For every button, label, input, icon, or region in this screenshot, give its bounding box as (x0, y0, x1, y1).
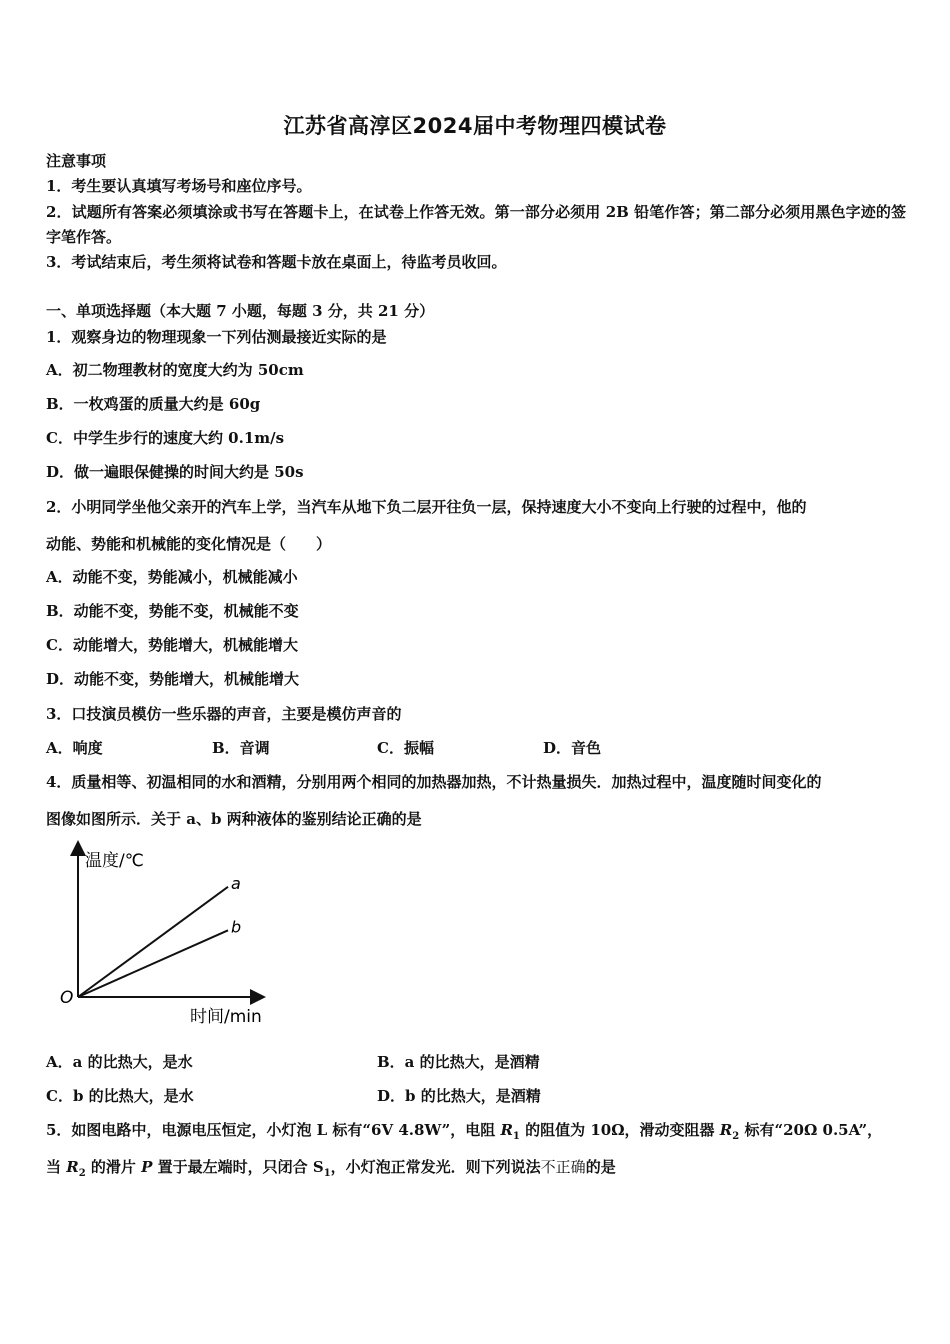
q5-text: 的是 (585, 1158, 616, 1176)
series-label-a: a (231, 873, 241, 893)
q3-option-c: C．振幅 (377, 739, 434, 757)
notice-item-2: 2．试题所有答案必须填涂或书写在答题卡上，在试卷上作答无效。第一部分必须用 2B 铅笔作答；第二部分必须用黑色字迹的签字笔作答。 (46, 203, 906, 246)
q5-sub: 2 (732, 1131, 740, 1142)
q5-text: 的滑片 (85, 1158, 142, 1176)
notice-item-3: 3．考试结束后，考生须将试卷和答题卡放在桌面上，待监考员收回。 (46, 253, 507, 271)
notice-item-1: 1．考生要认真填写考场号和座位序号。 (46, 177, 312, 195)
page-title: 江苏省高淳区2024届中考物理四模试卷 (283, 114, 667, 138)
q1-option-d: D．做一遍眼保健操的时间大约是 50s (46, 463, 304, 481)
series-label-b: b (231, 917, 242, 937)
q5-sub: 1 (512, 1131, 520, 1142)
q2-option-b: B．动能不变，势能不变，机械能不变 (46, 602, 299, 620)
q5-text: 当 (46, 1158, 67, 1176)
section-heading: 一、单项选择题（本大题 7 小题，每题 3 分，共 21 分） (46, 302, 435, 320)
q5-stem-line1 (46, 1119, 906, 1148)
q5-text: ，小灯泡正常发光．则下列说法 (330, 1158, 541, 1176)
q4-stem-line1: 4．质量相等、初温相同的水和酒精，分别用两个相同的加热器加热，不计热量损失．加热过程中，温度随时间变化的 (46, 773, 822, 791)
q2-option-c: C．动能增大，势能增大，机械能增大 (46, 636, 298, 654)
notice-heading: 注意事项 (46, 152, 107, 170)
q1-stem: 1．观察身边的物理现象一下列估测最接近实际的是 (46, 328, 387, 346)
q2-option-a: A．动能不变，势能减小，机械能减小 (46, 568, 298, 586)
q5-sub: 1 (323, 1168, 331, 1179)
q4-option-c: C．b 的比热大，是水 (46, 1087, 194, 1105)
q5-var-r: R (500, 1121, 513, 1139)
q5-var-p: P (141, 1158, 153, 1176)
q2-option-d: D．动能不变，势能增大，机械能增大 (46, 670, 300, 688)
q5-stem-line2 (46, 1156, 906, 1185)
series-line-b (78, 930, 228, 997)
q1-option-a: A．初二物理教材的宽度大约为 50cm (46, 361, 304, 379)
q2-stem-line1: 2．小明同学坐他父亲开的汽车上学，当汽车从地下负二层开往负一层，保持速度大小不变向上行驶的过程中，他的 (46, 498, 807, 516)
q1-option-b: B．一枚鸡蛋的质量大约是 60g (46, 395, 261, 413)
q5-var-r: R (719, 1121, 733, 1139)
q3-option-b: B．音调 (212, 739, 270, 757)
origin-label: O (60, 988, 74, 1008)
q5-emphasis: 不正确 (540, 1158, 586, 1176)
q5-text: 的阻值为 10Ω，滑动变阻器 (519, 1121, 720, 1139)
q3-option-d: D．音色 (543, 739, 602, 757)
q4-option-d: D．b 的比热大，是酒精 (377, 1087, 541, 1105)
q5-text: 标有“20Ω 0.5A”， (739, 1121, 883, 1139)
q3-option-a: A．响度 (46, 739, 103, 757)
x-axis-label: 时间/min (190, 1007, 262, 1027)
q2-stem-line2: 动能、势能和机械能的变化情况是（ ） (46, 535, 332, 553)
y-axis-label: 温度/℃ (85, 851, 144, 871)
q4-option-a: A．a 的比热大，是水 (46, 1053, 193, 1071)
q4-stem-line2: 图像如图所示．关于 a、b 两种液体的鉴别结论正确的是 (46, 810, 422, 828)
q4-option-b: B．a 的比热大，是酒精 (377, 1053, 540, 1071)
q5-text: 置于最左端时，只闭合 S (152, 1158, 324, 1176)
q5-text: 5．如图电路中，电源电压恒定，小灯泡 L 标有“6V 4.8W”，电阻 (46, 1121, 501, 1139)
q5-sub: 2 (78, 1168, 86, 1179)
q1-option-c: C．中学生步行的速度大约 0.1m/s (46, 429, 285, 447)
q5-var-r: R (66, 1158, 79, 1176)
temperature-time-chart (52, 840, 292, 1035)
series-line-a (78, 887, 228, 997)
q3-stem: 3．口技演员模仿一些乐器的声音，主要是模仿声音的 (46, 705, 402, 723)
